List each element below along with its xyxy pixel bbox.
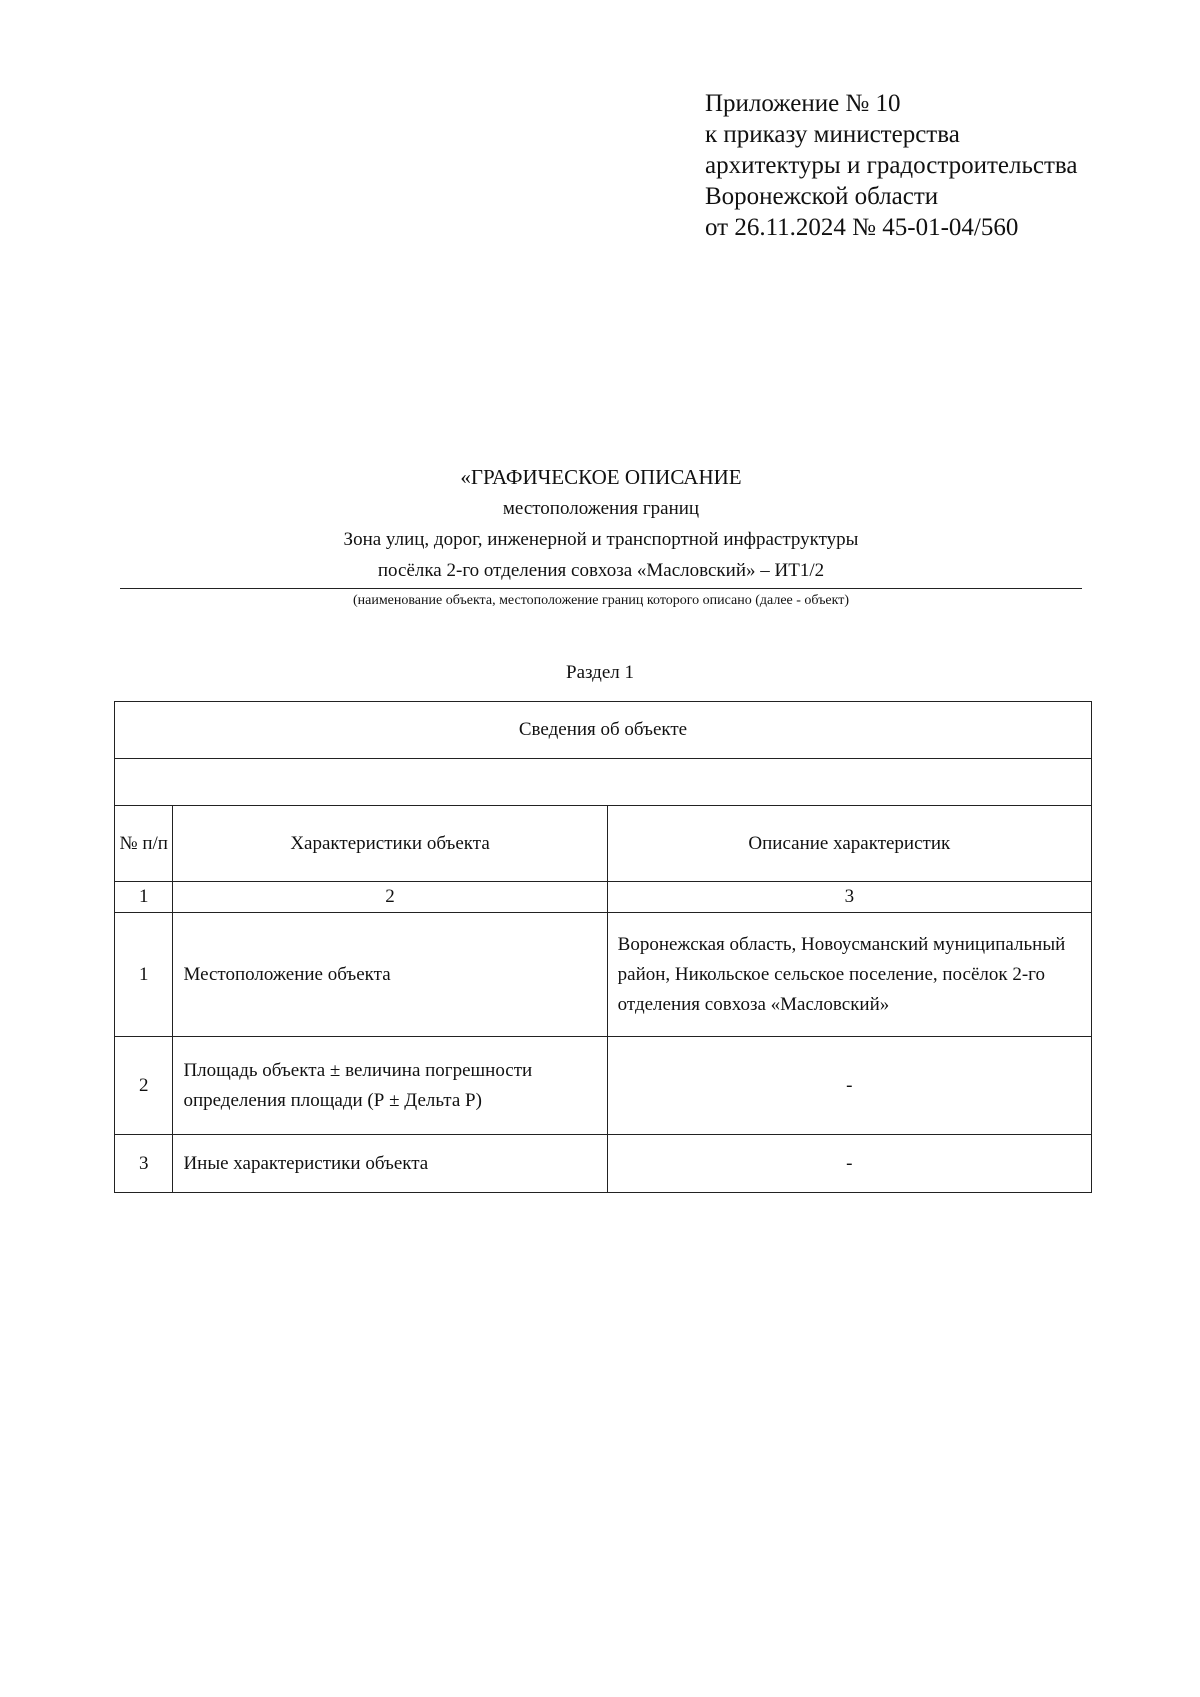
table-index-row [115, 882, 1092, 913]
table-row [115, 913, 1092, 1037]
row-desc: Воронежская область, Новоусманский муниципальный район, Никольское сельское поселение, посёлок 2-го отделения совхоза «Масловский» [607, 913, 1091, 1037]
row-name: Площадь объекта ± величина погрешности определения площади (Р ± Дельта Р) [173, 1037, 607, 1135]
table-blank-row [115, 759, 1092, 806]
underline-rule [120, 588, 1082, 589]
appendix-line: архитектуры и градостроительства [705, 152, 1078, 179]
index-cell: 3 [607, 882, 1091, 913]
row-name: Иные характеристики объекта [173, 1135, 607, 1193]
subtitle-line: посёлка 2-го отделения совхоза «Масловский» – ИТ1/2 [377, 560, 825, 581]
table-title: Сведения об объекте [115, 702, 1092, 759]
index-cell: 1 [115, 882, 173, 913]
row-num: 1 [115, 913, 173, 1037]
row-num: 3 [115, 1135, 173, 1193]
row-desc: - [607, 1037, 1091, 1135]
blank-cell [115, 759, 1092, 806]
table-row [115, 1037, 1092, 1135]
header-num: № п/п [115, 806, 173, 882]
index-cell: 2 [173, 882, 607, 913]
appendix-line: к приказу министерства [705, 121, 960, 148]
subtitle-line: Зона улиц, дорог, инженерной и транспортной инфраструктуры [343, 529, 859, 550]
table-header-row [115, 806, 1092, 882]
table-row [115, 1135, 1092, 1193]
subtitle-line: местоположения границ [502, 498, 700, 519]
table-title-row [115, 702, 1092, 759]
appendix-block [705, 88, 1077, 243]
row-num: 2 [115, 1037, 173, 1135]
document-title: «ГРАФИЧЕСКОЕ ОПИСАНИЕ [460, 465, 742, 489]
title-block [120, 463, 1082, 612]
appendix-line: от 26.11.2024 № 45-01-04/560 [705, 214, 1019, 241]
row-desc: - [607, 1135, 1091, 1193]
section-label: Раздел 1 [566, 662, 634, 683]
appendix-line: Воронежской области [705, 183, 939, 210]
row-name: Местоположение объекта [173, 913, 607, 1037]
header-desc: Описание характеристик [607, 806, 1091, 882]
header-name: Характеристики объекта [173, 806, 607, 882]
object-info-table [114, 701, 1092, 1193]
appendix-line: Приложение № 10 [705, 90, 901, 117]
object-caption: (наименование объекта, местоположение границ которого описано (далее - объект) [352, 593, 850, 608]
